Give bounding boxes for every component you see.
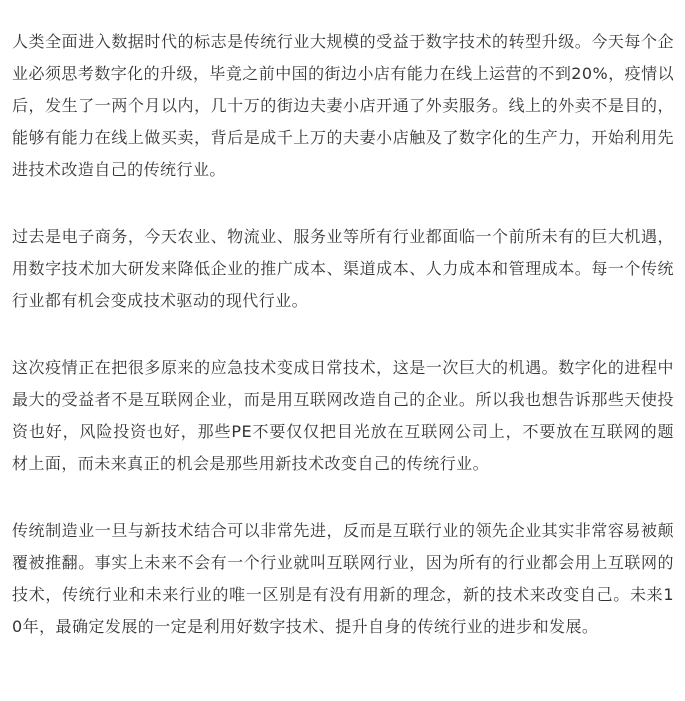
paragraph-2: 过去是电子商务，今天农业、物流业、服务业等所有行业都面临一个前所未有的巨大机遇，用数字技术加大研发来降低企业的推广成本、渠道成本、人力成本和管理成本。每一个传统行业都有机会变成技术驱动的现代行业。 xyxy=(12,227,674,310)
paragraph-1: 人类全面进入数据时代的标志是传统行业大规模的受益于数字技术的转型升级。今天每个企业必须思考数字化的升级，毕竟之前中国的街边小店有能力在线上运营的不到20%，疫情以后，发生了一两个月以内，几十万的街边夫妻小店开通了外卖服务。线上的外卖不是目的，能够有能力在线上做买卖，背后是成千上万的夫妻小店触及了数字化的生产力，开始利用先进技术改造自己的传统行业。 xyxy=(12,32,675,179)
paragraph-4: 传统制造业一旦与新技术结合可以非常先进，反而是互联行业的领先企业其实非常容易被颠覆被推翻。事实上未来不会有一个行业就叫互联网行业，因为所有的行业都会用上互联网的技术，传统行业和未来行业的唯一区别是有没有用新的理念，新的技术来改变自己。未来10年，最确定发展的一定是利用好数字技术、提升自身的传统行业的进步和发展。 xyxy=(12,521,674,636)
article-body xyxy=(12,26,674,678)
paragraph-3: 这次疫情正在把很多原来的应急技术变成日常技术，这是一次巨大的机遇。数字化的进程中最大的受益者不是互联网企业，而是用互联网改造自己的企业。所以我也想告诉那些天使投资也好，风险投资也好，那些PE不要仅仅把目光放在互联网公司上，不要放在互联网的题材上面，而未来真正的机会是那些用新技术改变自己的传统行业。 xyxy=(12,358,674,473)
